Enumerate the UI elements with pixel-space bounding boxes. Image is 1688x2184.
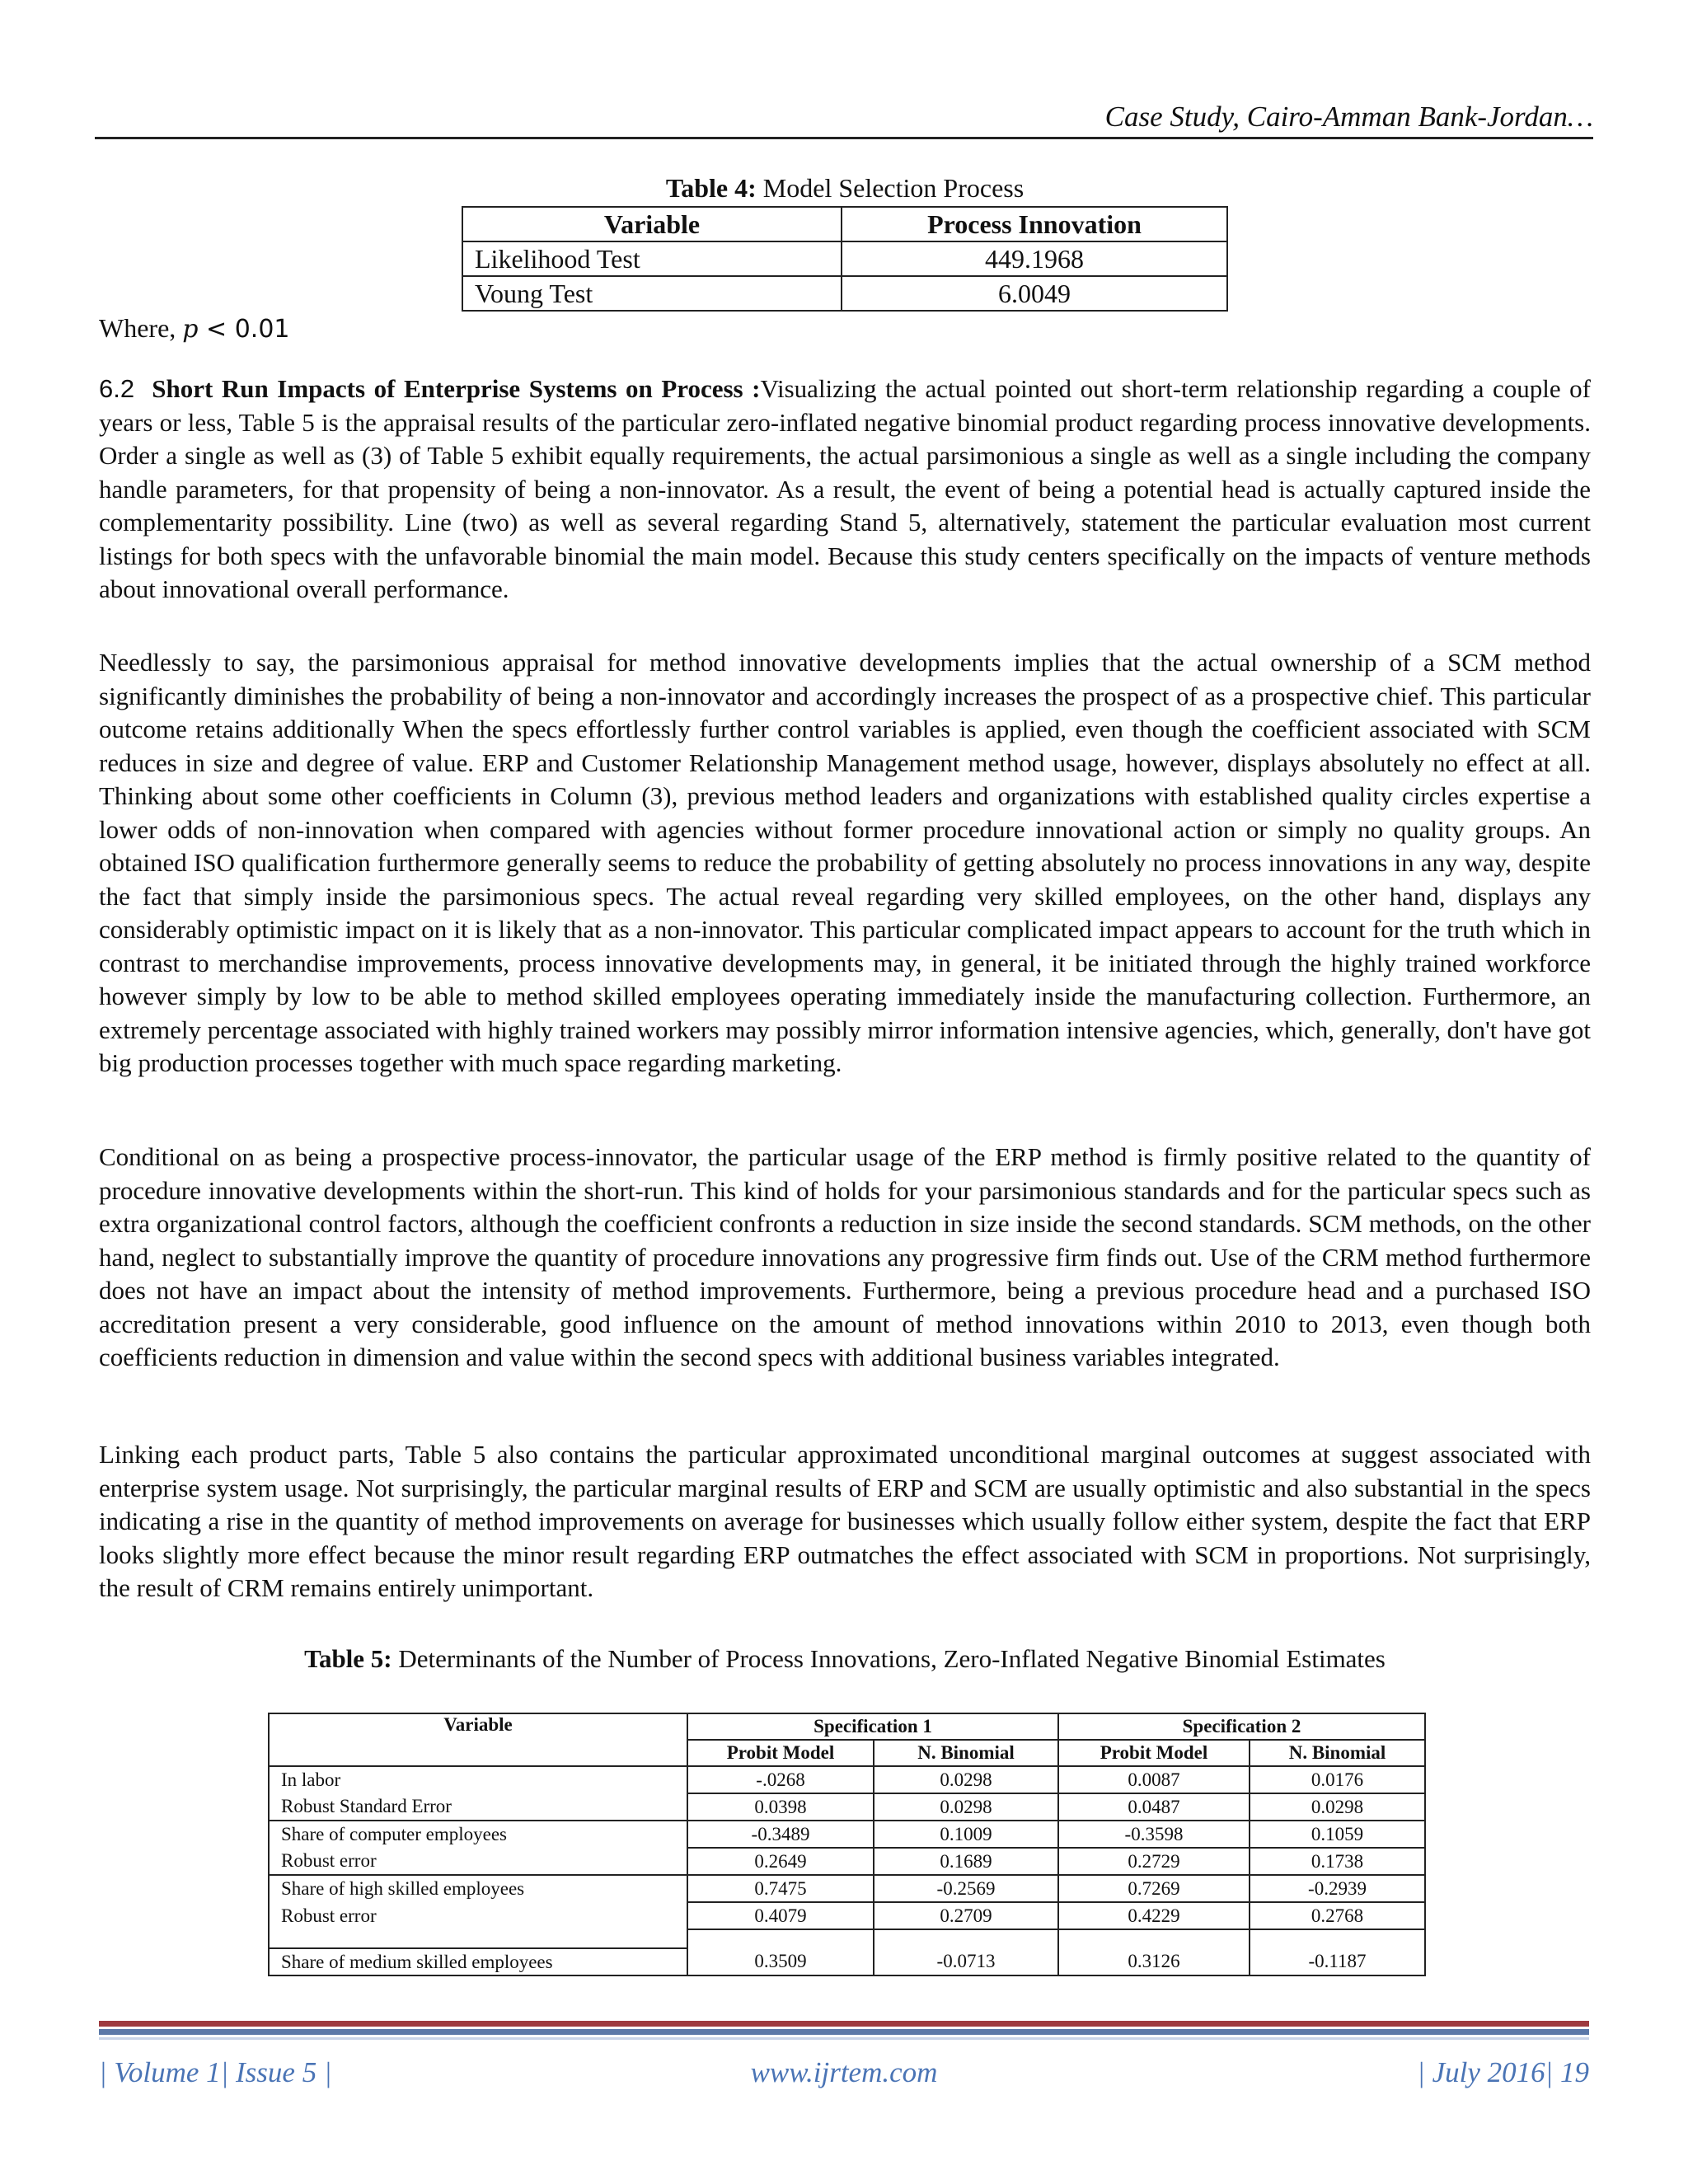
table5-cell: 0.1738 bbox=[1250, 1848, 1425, 1875]
table5-subheader: Probit Model bbox=[1058, 1740, 1250, 1766]
table5-cell: 0.2768 bbox=[1250, 1902, 1425, 1929]
table5-header-spec2: Specification 2 bbox=[1058, 1713, 1425, 1740]
table5-cell: -0.3598 bbox=[1058, 1821, 1250, 1848]
footer-rule-red bbox=[99, 2021, 1589, 2027]
table4-caption bbox=[462, 173, 1228, 204]
p-value-expression bbox=[182, 315, 289, 344]
table5-header-spec1: Specification 1 bbox=[687, 1713, 1058, 1740]
table5-caption-text: Determinants of the Number of Process Innovations, Zero-Inflated Negative Binomial Estimates bbox=[392, 1644, 1386, 1673]
table5-cell: 0.2729 bbox=[1058, 1848, 1250, 1875]
table5-cell: 0.4229 bbox=[1058, 1902, 1250, 1929]
footer-website-link[interactable]: www.ijrtem.com bbox=[750, 2056, 938, 2088]
section-paragraph-4: Linking each product parts, Table 5 also contains the particular approximated unconditional marginal outcomes at suggest associated with enterprise system usage. Not surprisingly, the particular marginal results of ERP and SCM are usually optimistic and also substantial in the specs indicating a rise in the quantity of method improvements on average for businesses which usually follow either system, despite the fact that ERP looks slightly more effect because the minor result regarding ERP outmatches the effect associated with SCM in proportions. Not surprisingly, the result of CRM remains entirely unimportant. bbox=[99, 1440, 1591, 1602]
table5-cell: 0.0298 bbox=[1250, 1793, 1425, 1821]
table4-cell: Likelihood Test bbox=[462, 241, 842, 276]
table5-cell: 0.3126 bbox=[1058, 1948, 1250, 1975]
where-label: Where, bbox=[99, 313, 183, 343]
table5-row-label: Robust Standard Error bbox=[269, 1793, 687, 1821]
table5-cell: 0.3509 bbox=[687, 1948, 874, 1975]
table-row bbox=[269, 1766, 1425, 1793]
header-rule bbox=[95, 137, 1593, 139]
table5-row-label: Share of high skilled employees bbox=[269, 1875, 687, 1902]
table5-cell: 0.4079 bbox=[687, 1902, 874, 1929]
table5-row-label: Share of computer employees bbox=[269, 1821, 687, 1848]
p-threshold: < 0.01 bbox=[198, 315, 290, 344]
table5-header-row bbox=[269, 1713, 1425, 1740]
table-row bbox=[269, 1948, 1425, 1975]
table4-header-variable: Variable bbox=[462, 207, 842, 241]
table5-cell: -.0268 bbox=[687, 1766, 874, 1793]
table5-subheader: Probit Model bbox=[687, 1740, 874, 1766]
table5-cell: 0.2709 bbox=[874, 1902, 1058, 1929]
running-header-title: Case Study, Cairo-Amman Bank-Jordan… bbox=[1104, 101, 1593, 133]
paragraph-text: Visualizing the actual pointed out short-term relationship regarding a couple of years or less, Table 5 is the appraisal results of the particular zero-inflated negative binomial product regarding process innovative developments. Order a single as well as (3) of Table 5 exhibit equally requirements, the actual parsimonious a single as well as a single including the company handle parameters, for that propensity of being a non-innovator. As a result, the event of being a potential head is actually captured inside the complementarity possibility. Line (two) as well as several regarding Stand 5, alternatively, statement the particular evaluation most current listings for both specs with the unfavorable binomial the main model. Because this study centers specifically on the impacts of venture methods about innovational overall performance. bbox=[99, 374, 1592, 603]
table5-cell: 0.0298 bbox=[874, 1766, 1058, 1793]
table5-cell: 0.1689 bbox=[874, 1848, 1058, 1875]
table5-cell: -0.0713 bbox=[874, 1948, 1058, 1975]
table5-cell: -0.3489 bbox=[687, 1821, 874, 1848]
p-symbol: p bbox=[182, 315, 199, 344]
table5-cell: 0.0487 bbox=[1058, 1793, 1250, 1821]
table5 bbox=[268, 1713, 1426, 1976]
table5-cell: 0.0398 bbox=[687, 1793, 874, 1821]
section-title: Short Run Impacts of Enterprise Systems on Process : bbox=[152, 374, 761, 403]
table5-cell: 0.0087 bbox=[1058, 1766, 1250, 1793]
table5-caption bbox=[99, 1644, 1591, 1674]
table5-row-label: Robust error bbox=[269, 1848, 687, 1875]
table4-caption-label: Table 4: bbox=[665, 173, 757, 203]
table5-cell: 0.1009 bbox=[874, 1821, 1058, 1848]
table5-header-variable: Variable bbox=[269, 1713, 687, 1766]
table5-cell: -0.1187 bbox=[1250, 1948, 1425, 1975]
table5-spacer-cell bbox=[874, 1929, 1058, 1948]
table5-subheader: N. Binomial bbox=[874, 1740, 1058, 1766]
table-row bbox=[269, 1793, 1425, 1821]
footer-volume-issue: | Volume 1| Issue 5 | bbox=[99, 2056, 332, 2088]
table-row bbox=[269, 1821, 1425, 1848]
section-paragraph-2: Needlessly to say, the parsimonious appraisal for method innovative developments implies that the actual ownership of a SCM method significantly diminishes the probability of being a non-innovator and accordingly increases the prospect of as a prospective chief. This particular outcome retains additionally When the specs effortlessly further control variables is applied, even though the coefficient associated with SCM reduces in size and degree of value. ERP and Customer Relationship Management method usage, however, displays absolutely no effect at all. Thinking about some other coefficients in Column (3), previous method leaders and organizations with established quality circles expertise a lower odds of non-innovation when compared with agencies without former procedure innovational action or simply no quality groups. An obtained ISO qualification furthermore generally seems to reduce the probability of getting absolutely no process innovations in any way, despite the fact that simply inside the parsimonious specs. The actual reveal regarding very skilled employees, on the other hand, displays any considerably optimistic impact on it is likely that as a non-innovator. This particular complicated impact appears to account for the truth which in contrast to merchandise improvements, process innovative developments may, in general, it be initiated through the highly trained workforce however simply by low to be able to method skilled employees operating immediately inside the manufacturing collection. Furthermore, an extremely percentage associated with highly trained workers may possibly mirror information intensive agencies, which, generally, don't have got big production processes together with much space regarding marketing. bbox=[99, 648, 1591, 1077]
footer-date-page: | July 2016| 19 bbox=[1417, 2056, 1589, 2088]
table5-cell: 0.1059 bbox=[1250, 1821, 1425, 1848]
table5-row-label: Share of medium skilled employees bbox=[269, 1948, 687, 1975]
table-row bbox=[269, 1875, 1425, 1902]
table5-spacer-cell bbox=[1058, 1929, 1250, 1948]
table4-header-process-innovation: Process Innovation bbox=[842, 207, 1227, 241]
table5-row-label: In labor bbox=[269, 1766, 687, 1793]
table5-row-label: Robust error bbox=[269, 1902, 687, 1929]
table-row bbox=[269, 1848, 1425, 1875]
table4-cell: Voung Test bbox=[462, 276, 842, 311]
section-paragraph-1 bbox=[99, 373, 1591, 607]
table4-header-row bbox=[462, 207, 1227, 241]
footer-rule-blue bbox=[99, 2029, 1589, 2035]
table-row bbox=[462, 241, 1227, 276]
table5-cell: 0.7269 bbox=[1058, 1875, 1250, 1902]
table5-cell: 0.0176 bbox=[1250, 1766, 1425, 1793]
table5-cell: 0.0298 bbox=[874, 1793, 1058, 1821]
footer-rule-light bbox=[99, 2037, 1589, 2040]
table4-cell: 449.1968 bbox=[842, 241, 1227, 276]
section-number: 6.2 bbox=[99, 374, 135, 403]
table4-caption-text: Model Selection Process bbox=[756, 173, 1025, 203]
table5-cell: 0.7475 bbox=[687, 1875, 874, 1902]
table4 bbox=[462, 206, 1228, 312]
table5-spacer-cell bbox=[269, 1929, 687, 1948]
table5-spacer-row bbox=[269, 1929, 1425, 1948]
table5-spacer-cell bbox=[687, 1929, 874, 1948]
table5-cell: 0.2649 bbox=[687, 1848, 874, 1875]
table4-cell: 6.0049 bbox=[842, 276, 1227, 311]
table5-caption-label: Table 5: bbox=[304, 1644, 392, 1673]
where-note bbox=[99, 313, 290, 344]
table5-subheader: N. Binomial bbox=[1250, 1740, 1425, 1766]
table5-spacer-cell bbox=[1250, 1929, 1425, 1948]
table5-cell: -0.2569 bbox=[874, 1875, 1058, 1902]
table-row bbox=[269, 1902, 1425, 1929]
table-row bbox=[462, 276, 1227, 311]
section-paragraph-3: Conditional on as being a prospective process-innovator, the particular usage of the ERP method is firmly positive related to the quantity of procedure innovative developments within the short-run. This kind of holds for your parsimonious standards and for the particular specs such as extra organizational control factors, although the coefficient confronts a reduction in size inside the second standards. SCM methods, on the other hand, neglect to substantially improve the quantity of procedure innovations any progressive firm finds out. Use of the CRM method furthermore does not have an impact about the intensity of method improvements. Furthermore, being a previous procedure head and a purchased ISO accreditation present a very considerable, good influence on the amount of method innovations within 2010 to 2013, even though both coefficients reduction in dimension and value within the second specs with additional business variables integrated. bbox=[99, 1142, 1591, 1371]
table5-cell: -0.2939 bbox=[1250, 1875, 1425, 1902]
